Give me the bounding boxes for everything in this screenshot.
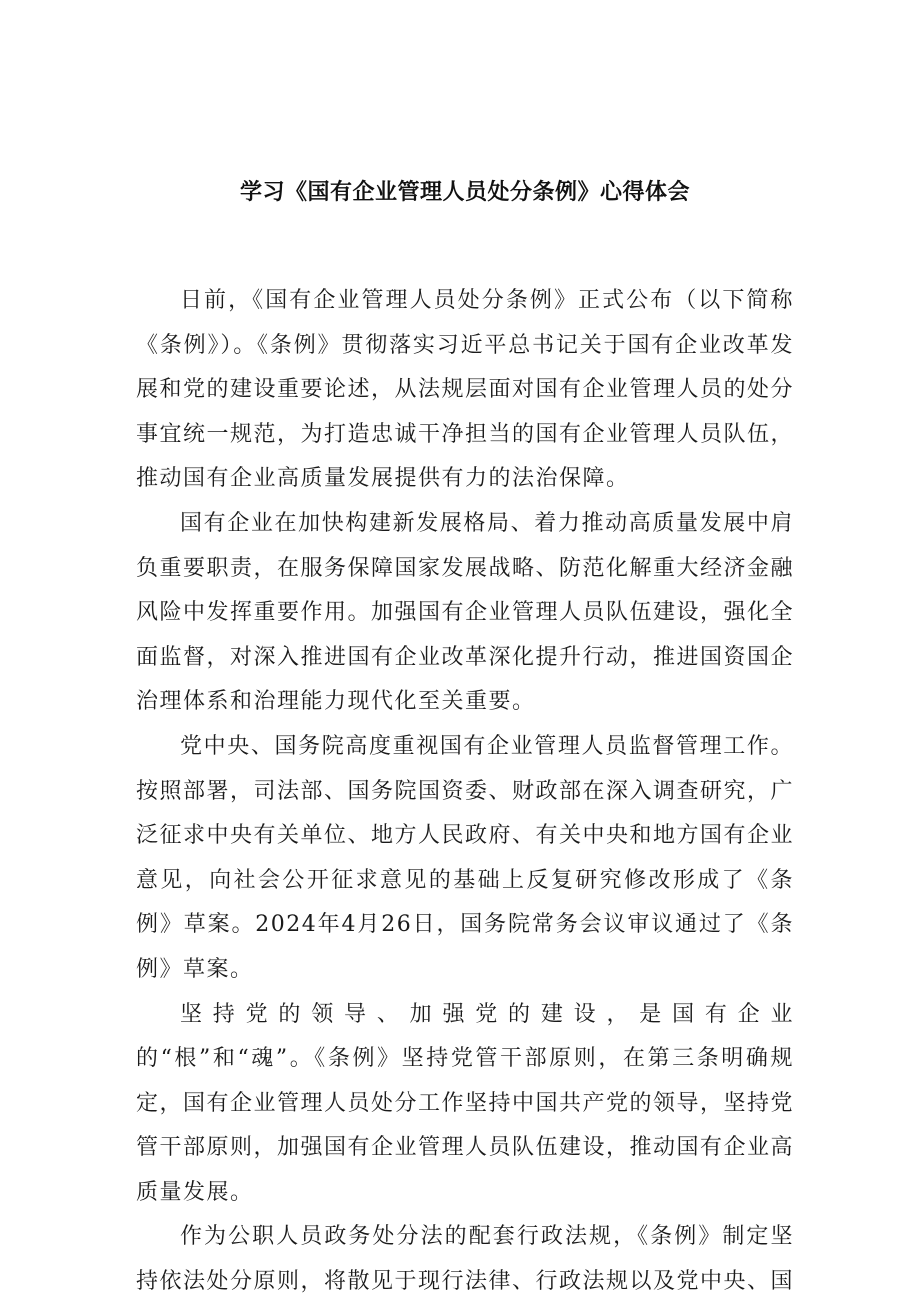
- document-body: [136, 279, 794, 1305]
- paragraph-1: 日前，《国有企业管理人员处分条例》正式公布（以下简称《条例》）。《条例》贯彻落实习近平总书记关于国有企业改革发展和党的建设重要论述，从法规层面对国有企业管理人员的处分事宜统一规范，为打造忠诚干净担当的国有企业管理人员队伍，推动国有企业高质量发展提供有力的法治保障。: [136, 288, 795, 492]
- paragraph-4: 坚持党的领导、加强党的建设，是国有企业的“根”和“魂”。《条例》坚持党管干部原则，在第三条明确规定，国有企业管理人员处分工作坚持中国共产党的领导，坚持党管干部原则，加强国有企业管理人员队伍建设，推动国有企业高质量发展。: [136, 1001, 795, 1205]
- document-title: 学习《国有企业管理人员处分条例》心得体会: [239, 180, 690, 205]
- paragraph-5: 作为公职人员政务处分法的配套行政法规，《条例》制定坚持依法处分原则，将散见于现行法律、行政法规以及党中央、国: [136, 1224, 795, 1295]
- paragraph-3: 党中央、国务院高度重视国有企业管理人员监督管理工作。按照部署，司法部、国务院国资委、财政部在深入调查研究，广泛征求中央有关单位、地方人民政府、有关中央和地方国有企业意见，向社会公开征求意见的基础上反复研究修改形成了《条例》草案。2024年4月26日，国务院常务会议审议通过了《条例》草案。: [136, 733, 795, 982]
- paragraph-2: 国有企业在加快构建新发展格局、着力推动高质量发展中肩负重要职责，在服务保障国家发展战略、防范化解重大经济金融风险中发挥重要作用。加强国有企业管理人员队伍建设，强化全面监督，对深入推进国有企业改革深化提升行动，推进国资国企治理体系和治理能力现代化至关重要。: [136, 510, 795, 715]
